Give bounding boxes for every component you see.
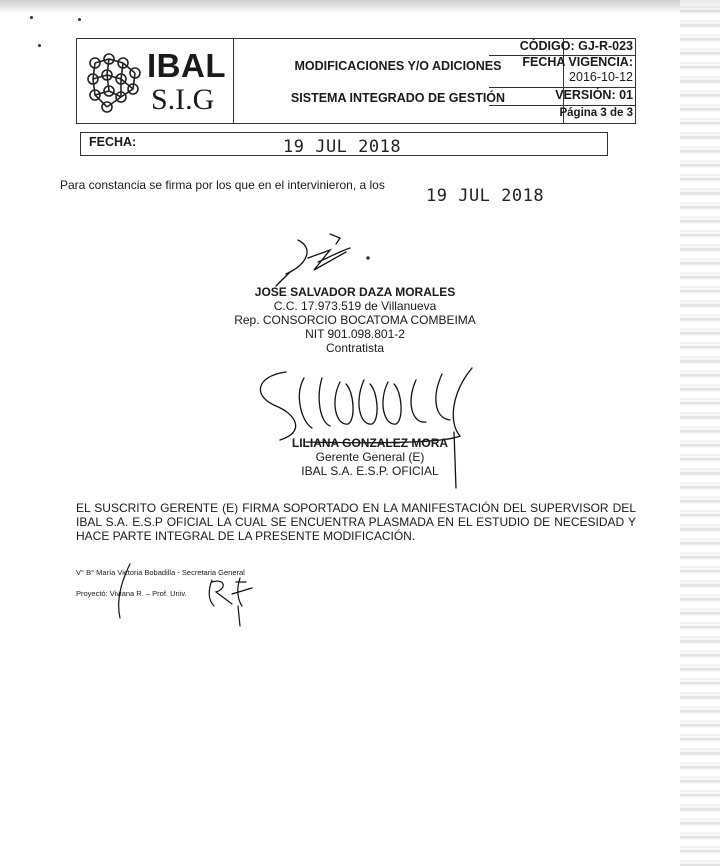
contractor-signature-icon [268, 228, 378, 288]
pagina-label: Página 3 de 3 [559, 107, 633, 119]
fecha-label: FECHA: [89, 135, 137, 149]
logo-cell [77, 39, 234, 123]
codigo-label: CÓDIGO: GJ-R-023 [519, 39, 633, 53]
logo-brand-text: IBAL [147, 47, 226, 84]
constancia-text: Para constancia se firma por los que en el intervinieron, a los [60, 178, 385, 192]
contractor-nit: NIT 901.098.801-2 [305, 327, 405, 341]
scan-speck [78, 18, 81, 21]
supervisor-statement: EL SUSCRITO GERENTE (E) FIRMA SOPORTADO EN LA MANIFESTACIÓN DEL SUPERVISOR DEL IBAL S.A. E.S.P OFICIAL LA CUAL SE ENCUENTRA PLASMADA EN EL ESTUDIO DE NECESIDAD Y HACE PARTE INTEGRAL DE LA PRESENTE MODIFICACIÓN. [76, 501, 636, 543]
contractor-rep: Rep. CONSORCIO BOCATOMA COMBEIMA [234, 313, 476, 327]
logo-sub-text: S.I.G [151, 83, 215, 116]
fecha-vigencia-value: 2016-10-12 [569, 70, 633, 84]
scan-speck [30, 16, 33, 19]
scan-right-edge [680, 0, 720, 866]
fecha-vigencia-label: FECHA VIGENCIA: [522, 55, 633, 69]
scan-top-shadow [0, 0, 720, 14]
proyecto-note: Proyectó: Viviana R. – Prof. Univ. [76, 589, 187, 598]
contractor-name: JOSE SALVADOR DAZA MORALES [254, 285, 456, 299]
header-divider [489, 105, 635, 106]
manager-role: Gerente General (E) [315, 450, 425, 464]
contractor-cc: C.C. 17.973.519 de Villanueva [273, 299, 437, 313]
header-title-line1: MODIFICACIONES Y/O ADICIONES [294, 59, 502, 73]
manager-org: IBAL S.A. E.S.P. OFICIAL [301, 464, 439, 478]
version-label: VERSIÓN: 01 [555, 88, 633, 102]
contractor-signature-block [200, 285, 510, 355]
ibal-logo-icon [83, 49, 145, 115]
fecha-date-stamp: 19 JUL 2018 [283, 137, 402, 157]
contractor-role: Contratista [325, 341, 385, 355]
header-info-cell [519, 39, 635, 123]
manager-name: LILIANA GONZALEZ MORA [291, 436, 449, 450]
constancia-date-stamp: 19 JUL 2018 [426, 186, 545, 206]
scan-speck [38, 44, 41, 47]
vobo-note: V° B° María Victoria Bobadilla - Secretaria General [76, 568, 245, 577]
fecha-bar [80, 132, 608, 156]
document-header [76, 38, 636, 124]
manager-signature-block [250, 436, 490, 478]
header-title-line2: SISTEMA INTEGRADO DE GESTIÓN [290, 91, 506, 105]
initials-signature-icon [112, 560, 262, 628]
